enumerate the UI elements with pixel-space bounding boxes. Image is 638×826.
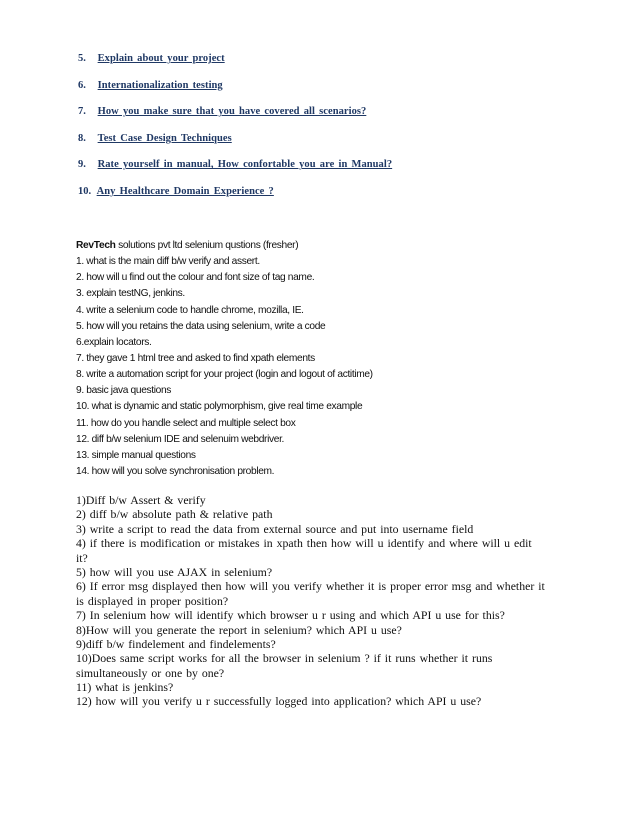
question-number: 8. (78, 132, 86, 144)
text-line: simultaneously or one by one? (76, 665, 225, 680)
additional-questions-section (76, 493, 588, 709)
text-line: it? (76, 550, 88, 565)
question-number: 5. (78, 53, 86, 64)
list-item: 5. how will you retains the data using selenium, write a code (76, 320, 326, 332)
text-line: 5) how will you use AJAX in selenium? (76, 564, 273, 579)
text-line: 1)Diff b/w Assert & verify (76, 493, 206, 507)
question-item (78, 53, 598, 80)
text-line: 7) In selenium how will identify which browser u r using and which API u use for this? (76, 608, 505, 623)
text-line: 3) write a script to read the data from external source and put into username field (76, 521, 474, 536)
question-item (78, 106, 598, 133)
section-title-text: solutions pvt ltd selenium qustions (fresher) (115, 240, 299, 251)
list-item: 8. write a automation script for your project (login and logout of actitime) (76, 369, 373, 381)
question-number: 9. (78, 159, 86, 171)
top-question-list (78, 53, 598, 213)
text-line: 9)diff b/w findelement and findelements? (76, 636, 276, 651)
text-line: 2) diff b/w absolute path & relative path (76, 507, 273, 522)
text-line: 6) If error msg displayed then how will you verify whether it is proper error msg and whether it (76, 579, 545, 594)
list-item: 6.explain locators. (76, 336, 152, 348)
question-text: Test Case Design Techniques (97, 132, 232, 144)
list-item: 11. how do you handle select and multiple select box (76, 417, 296, 429)
question-text: Internationalization testing (97, 79, 223, 91)
question-item (78, 133, 598, 160)
question-number: 10. (78, 185, 92, 197)
text-line: 8)How will you generate the report in selenium? which API u use? (76, 622, 402, 637)
question-item (78, 186, 598, 213)
list-item: 7. they gave 1 html tree and asked to find xpath elements (76, 352, 315, 364)
company-name: RevTech (76, 240, 116, 251)
question-item (78, 159, 598, 186)
list-item: 14. how will you solve synchronisation problem. (76, 465, 275, 477)
text-line: 11) what is jenkins? (76, 680, 174, 695)
question-text: Explain about your project (97, 53, 225, 64)
list-item: 3. explain testNG, jenkins. (76, 288, 185, 300)
list-item: 12. diff b/w selenium IDE and selenuim webdriver. (76, 433, 285, 445)
question-number: 6. (78, 79, 86, 91)
question-text: Any Healthcare Domain Experience ? (96, 185, 274, 197)
list-item: 9. basic java questions (76, 385, 172, 397)
list-item: 4. write a selenium code to handle chrome, mozilla, IE. (76, 304, 304, 316)
revtech-section (76, 240, 596, 482)
text-line: is displayed in proper position? (76, 593, 229, 608)
list-item: 10. what is dynamic and static polymorphism, give real time example (76, 401, 363, 413)
question-item (78, 80, 598, 107)
list-item: 1. what is the main diff b/w verify and assert. (76, 256, 260, 268)
question-text: Rate yourself in manual, How confortable you are in Manual? (97, 159, 393, 171)
section-title (76, 240, 596, 256)
list-item: 13. simple manual questions (76, 449, 196, 461)
text-line: 4) if there is modification or mistakes in xpath then how will u identify and where will u edit (76, 536, 532, 551)
text-line: 10)Does same script works for all the browser in selenium ? if it runs whether it runs (76, 651, 493, 666)
question-number: 7. (78, 106, 86, 118)
text-line: 12) how will you verify u r successfully logged into application? which API u use? (76, 694, 482, 709)
list-item: 2. how will u find out the colour and font size of tag name. (76, 272, 315, 284)
question-text: How you make sure that you have covered all scenarios? (97, 106, 367, 118)
